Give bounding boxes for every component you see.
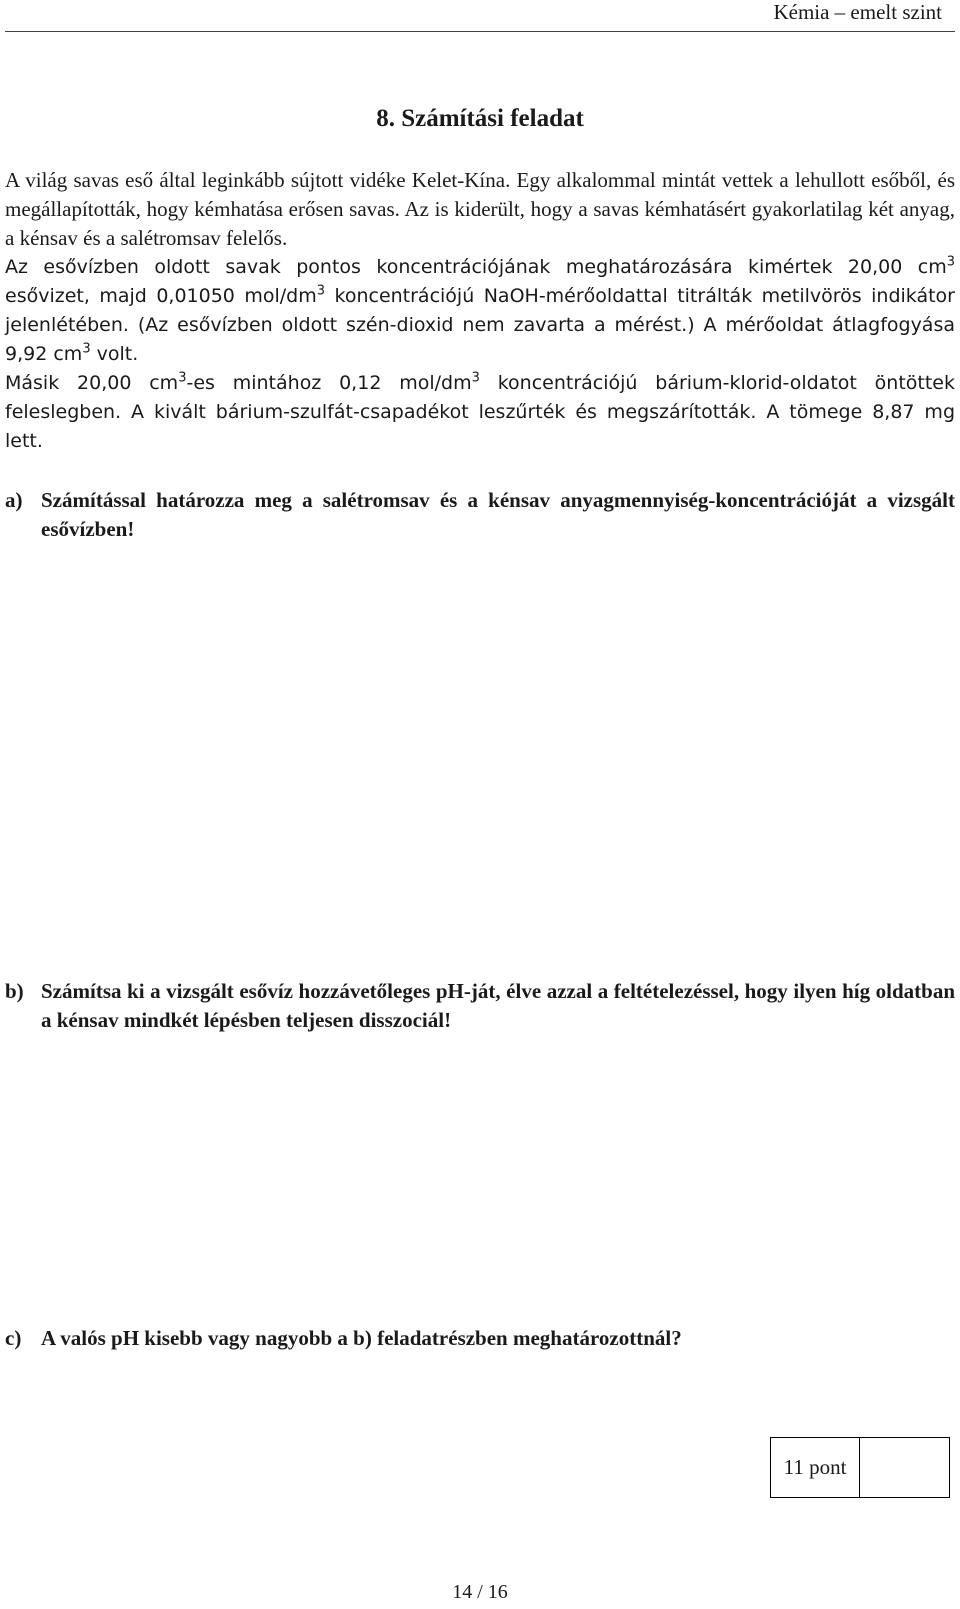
section-title: 8. Számítási feladat [376, 105, 584, 132]
unit-exponent: 3 [316, 283, 326, 299]
max-points-label: 11 pont [771, 1438, 860, 1497]
unit-exponent: 3 [178, 370, 187, 386]
page-header-title: Kémia – emelt szint [773, 0, 942, 24]
precipitation-paragraph [5, 369, 955, 456]
question-a [5, 486, 955, 544]
page-number: 14 / 16 [452, 1581, 508, 1603]
titration-text-2: esővizet, majd 0,01050 mol/dm [5, 285, 317, 307]
problem-statement [5, 166, 955, 456]
precipitation-text-3: koncentrációjú bárium-klorid-oldatot öntöttek feleslegben. A kivált bárium-szulfát-csapadékot leszűrték és megszárították. A tömege 8,87 mg lett. [5, 372, 955, 452]
question-text: Számítsa ki a vizsgált esővíz hozzávetőleges pH-ját, élve azzal a feltételezéssel, hogy ilyen híg oldatban a kénsav mindkét lépésben teljesen disszociál! [41, 979, 955, 1032]
question-label: a) [5, 488, 23, 512]
header-divider [5, 31, 955, 32]
precipitation-text-1: Másik 20,00 cm [5, 372, 179, 394]
titration-text-4: volt. [90, 343, 139, 365]
question-text: Számítással határozza meg a salétromsav és a kénsav anyagmennyiség-koncentrációját a vizsgált esővízben! [41, 488, 955, 541]
question-b [5, 977, 955, 1035]
unit-exponent: 3 [946, 254, 955, 270]
unit-exponent: 3 [82, 341, 91, 357]
unit-exponent: 3 [471, 370, 480, 386]
question-label: c) [5, 1326, 22, 1350]
intro-paragraph [5, 166, 955, 253]
titration-paragraph [5, 253, 955, 369]
earned-points-field[interactable] [860, 1438, 949, 1497]
intro-text: A világ savas eső által leginkább sújtott vidéke Kelet-Kína. Egy alkalommal mintát vettek a lehullott esőből, és megállapították, hogy kémhatása erősen savas. Az is kiderült, hogy a savas kémhatásért gyakorlatilag két anyag, a kénsav és a salétromsav felelős. [5, 168, 955, 250]
precipitation-text-2: -es mintához 0,12 mol/dm [186, 372, 472, 394]
question-text: A valós pH kisebb vagy nagyobb a b) feladatrészben meghatározottnál? [41, 1326, 682, 1350]
score-box [770, 1437, 950, 1498]
titration-text-3: koncentrációjú NaOH-mérőoldattal titrálták metilvörös indikátor jelenlétében. (Az esővízben oldott szén-dioxid nem zavarta a mérést.) A mérőoldat átlagfogyása 9,92 cm [5, 285, 955, 365]
question-label: b) [5, 979, 24, 1003]
question-c [5, 1324, 955, 1353]
titration-text-1: Az esővízben oldott savak pontos koncentrációjának meghatározására kimértek 20,00 cm [5, 256, 947, 278]
